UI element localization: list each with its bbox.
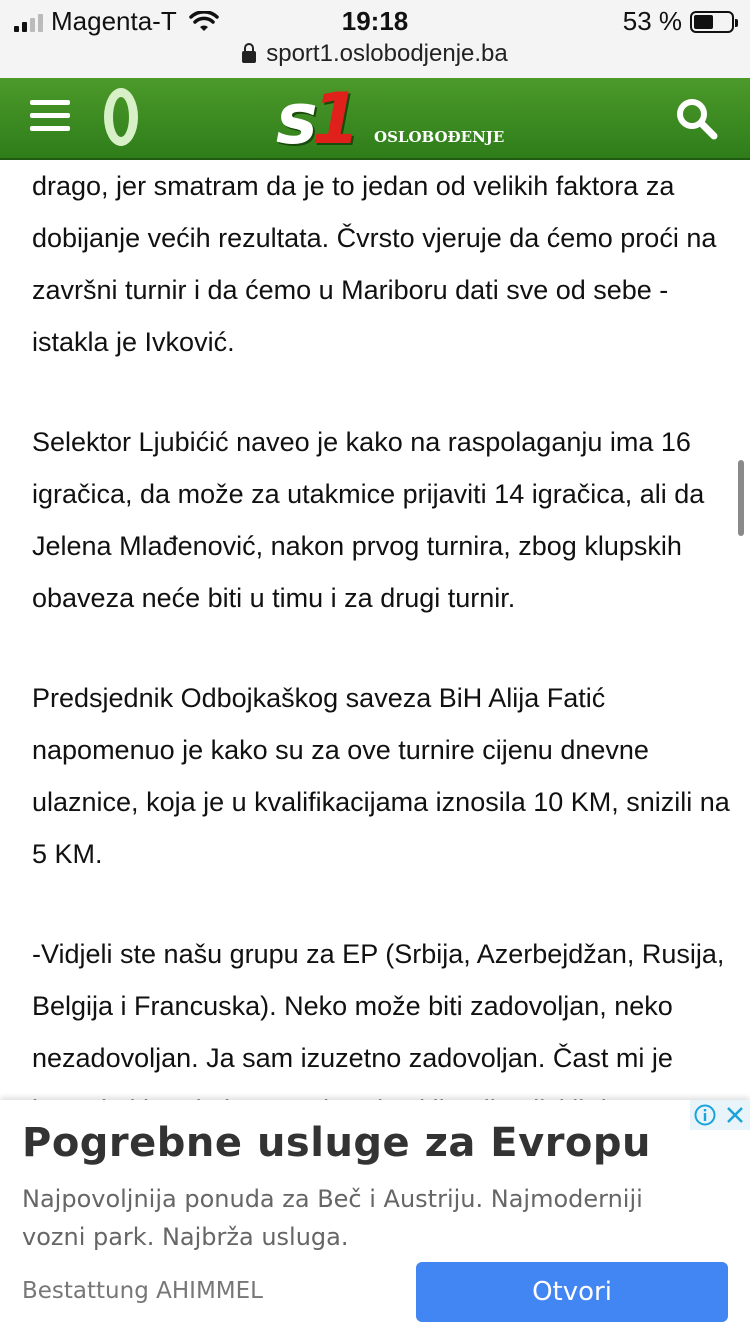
info-icon[interactable] — [690, 1100, 720, 1130]
ad-controls — [690, 1100, 750, 1130]
ad-banner[interactable] — [0, 1100, 750, 1334]
logo-s: s — [276, 78, 312, 160]
oslobodjenje-o-logo[interactable] — [104, 88, 138, 146]
battery-icon — [690, 11, 734, 33]
lock-icon — [242, 51, 256, 63]
ad-description: Najpovoljnija ponuda za Beč i Austriju. Najmoderniji vozni park. Najbrža usluga. — [22, 1185, 643, 1251]
menu-icon-bar — [30, 126, 70, 131]
search-icon[interactable] — [674, 96, 718, 140]
status-bar — [0, 0, 750, 40]
article-paragraph: Selektor Ljubićić naveo je kako na raspolaganju ima 16 igračica, da može za utakmice prijaviti 14 igračica, ali da Jelena Mlađenović, nakon prvog turnira, zbog klupskih obaveza neće biti u timu i za drugi turnir. — [32, 427, 705, 613]
logo-one: 1 — [311, 78, 355, 160]
menu-button[interactable] — [30, 100, 70, 132]
ad-advertiser: Bestattung AHIMMEL — [22, 1278, 263, 1304]
url-text[interactable]: sport1.oslobodjenje.ba — [266, 40, 508, 67]
menu-icon-bar — [30, 100, 70, 105]
site-header — [0, 78, 750, 160]
article-paragraph: -Vidjeli ste našu grupu za EP (Srbija, Azerbejdžan, Rusija, Belgija i Francuska). Neko može biti zadovoljan, neko nezadovoljan. Ja sam izuzetno zadovoljan. Čast mi je — [32, 939, 725, 1073]
carrier-name: Magenta-T — [51, 6, 177, 36]
sport1-logo[interactable] — [276, 78, 505, 160]
status-time: 19:18 — [341, 6, 409, 36]
article-paragraph: drago, jer smatram da je to jedan od velikih faktora za dobijanje većih rezultata. Čvrsto vjeruje da ćemo proći na završni turnir i da ćemo u Mariboru dati sve od sebe - istakla je Ivković. — [32, 171, 717, 357]
logo-mark — [276, 78, 354, 160]
scrollbar[interactable] — [738, 460, 744, 536]
ad-title[interactable]: Pogrebne usluge za Evropu — [22, 1120, 652, 1166]
url-bar[interactable] — [0, 40, 750, 78]
status-right — [623, 6, 734, 37]
article-body — [32, 160, 732, 1184]
article-paragraph: Predsjednik Odbojkaškog saveza BiH Alija Fatić napomenuo je kako su za ove turnire cijenu dnevne ulaznice, koja je u kvalifikacijama iznosila 10 KM, snizili na 5 KM. — [32, 683, 730, 869]
battery-fill — [694, 15, 713, 29]
close-icon[interactable] — [720, 1100, 750, 1130]
ad-open-button[interactable]: Otvori — [416, 1262, 728, 1322]
logo-subtitle: OSLOBOĐENJE — [374, 128, 505, 146]
menu-icon-bar — [30, 113, 70, 118]
battery-percent: 53 % — [622, 6, 682, 36]
